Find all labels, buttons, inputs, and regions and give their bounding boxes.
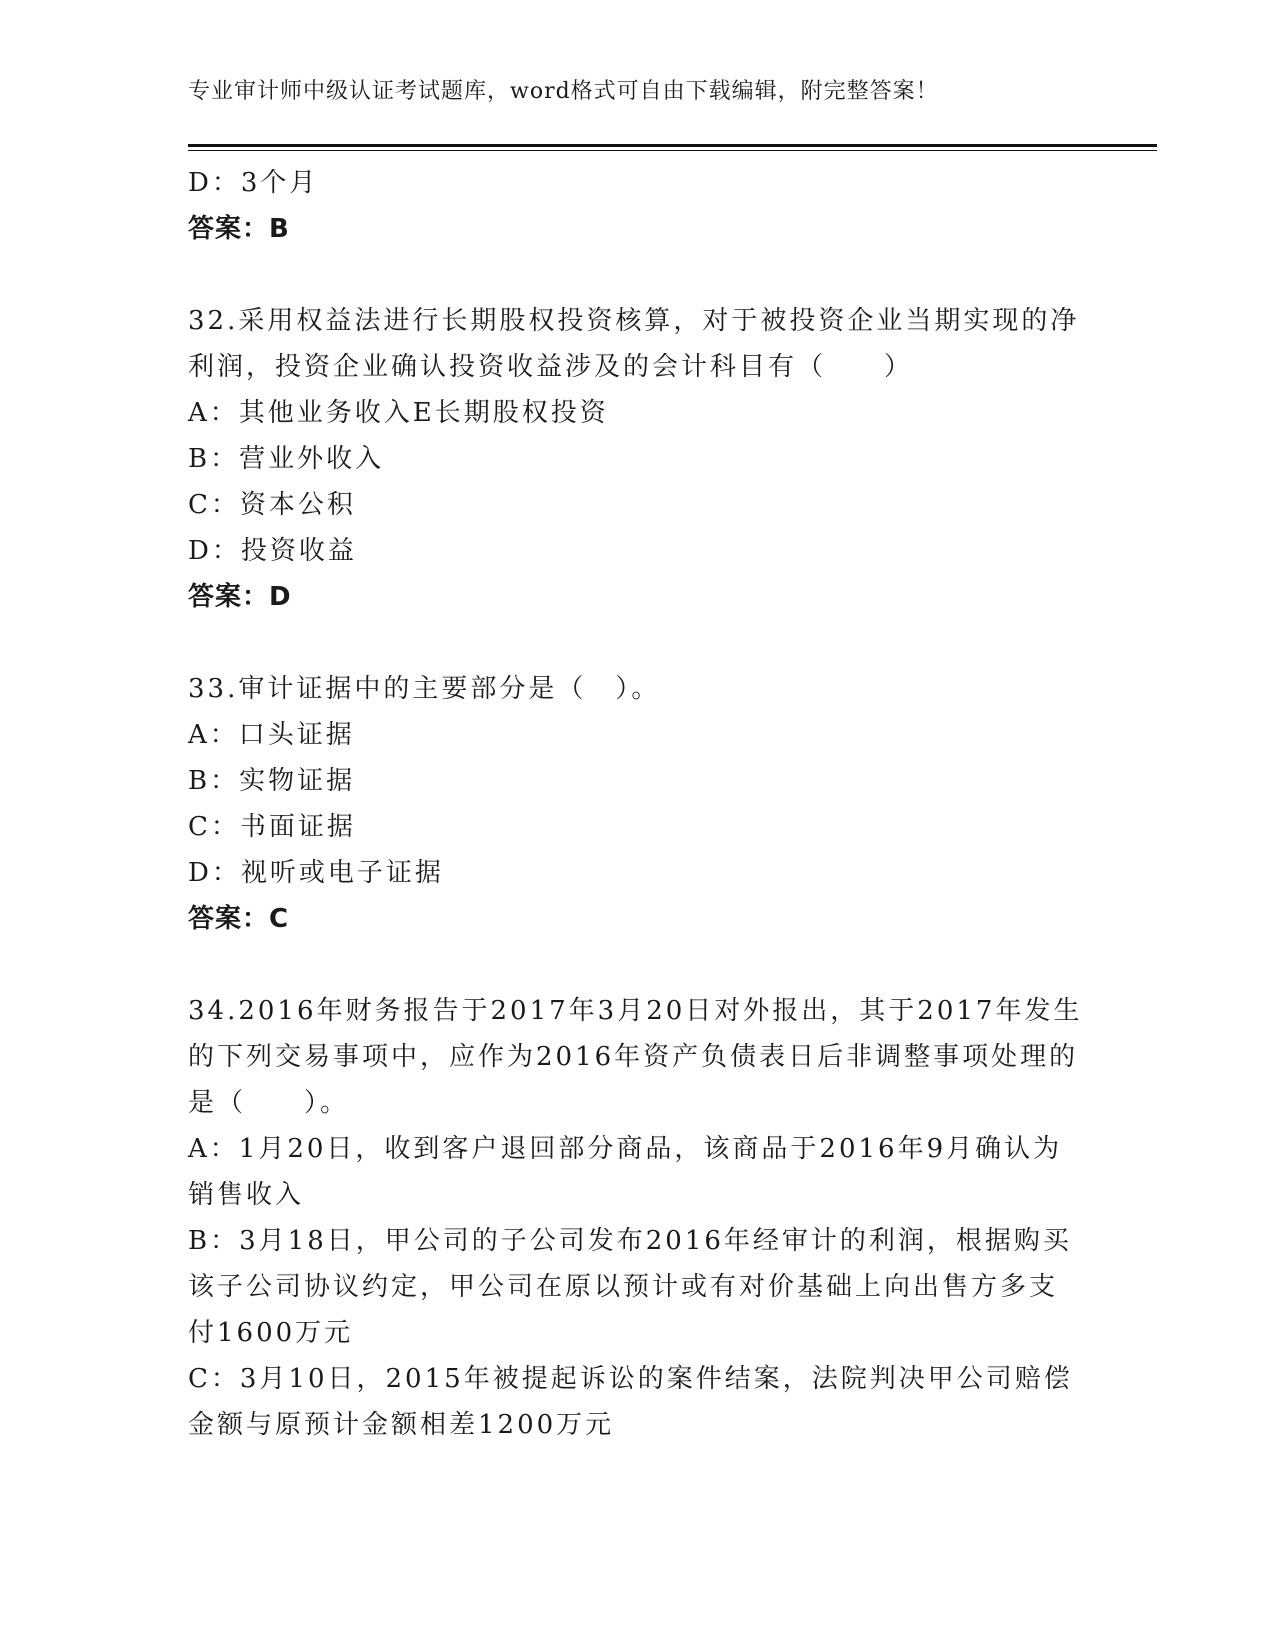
- document-header: 专业审计师中级认证考试题库，word格式可自由下载编辑，附完整答案！: [188, 79, 939, 104]
- q34-option-b-cont: 该子公司协议约定，甲公司在原以预计或有对价基础上向出售方多支: [188, 1272, 1059, 1302]
- prev-option-d: D：3个月: [188, 168, 319, 198]
- q33-option-b: B：实物证据: [188, 766, 356, 796]
- q32-option-a: A：其他业务收入E长期股权投资: [188, 398, 609, 428]
- q33-option-a: A：口头证据: [188, 720, 355, 750]
- q33-option-d: D：视听或电子证据: [188, 858, 444, 888]
- spacer: [188, 620, 1088, 666]
- q34-stem-line: 是（ ）。: [188, 1088, 350, 1118]
- q32-option-c: C：资本公积: [188, 490, 356, 520]
- q32-option-b: B：营业外收入: [188, 444, 385, 474]
- question-34: [188, 988, 1088, 1448]
- q34-option-b: B：3月18日，甲公司的子公司发布2016年经审计的利润，根据购买: [188, 1226, 1072, 1256]
- question-content: [188, 160, 1088, 1448]
- q33-stem-line: 33.审计证据中的主要部分是（ ）。: [188, 674, 661, 704]
- q32-option-d: D：投资收益: [188, 536, 357, 566]
- spacer: [188, 252, 1088, 298]
- header-rule-thin: [188, 150, 1157, 151]
- q34-option-a: A：1月20日，收到客户退回部分商品，该商品于2016年9月确认为: [188, 1134, 1063, 1164]
- q34-stem-line: 34.2016年财务报告于2017年3月20日对外报出，其于2017年发生: [188, 996, 1083, 1026]
- question-33: [188, 666, 1088, 942]
- question-32: [188, 298, 1088, 620]
- q34-option-c-cont: 金额与原预计金额相差1200万元: [188, 1410, 615, 1440]
- q33-option-c: C：书面证据: [188, 812, 356, 842]
- header-rule-thick: [188, 144, 1157, 147]
- q32-answer: 答案：D: [188, 582, 292, 612]
- spacer: [188, 942, 1088, 988]
- q34-option-b-cont: 付1600万元: [188, 1318, 354, 1348]
- prev-answer: 答案：B: [188, 214, 290, 244]
- q34-stem-line: 的下列交易事项中，应作为2016年资产负债表日后非调整事项处理的: [188, 1042, 1079, 1072]
- q34-option-c: C：3月10日，2015年被提起诉讼的案件结案，法院判决甲公司赔偿: [188, 1364, 1073, 1394]
- q32-stem-line: 32.采用权益法进行长期股权投资核算，对于被投资企业当期实现的净: [188, 306, 1080, 336]
- q33-answer: 答案：C: [188, 904, 290, 934]
- q34-option-a-cont: 销售收入: [188, 1180, 305, 1210]
- q32-stem-line: 利润，投资企业确认投资收益涉及的会计科目有（ ）: [188, 352, 914, 382]
